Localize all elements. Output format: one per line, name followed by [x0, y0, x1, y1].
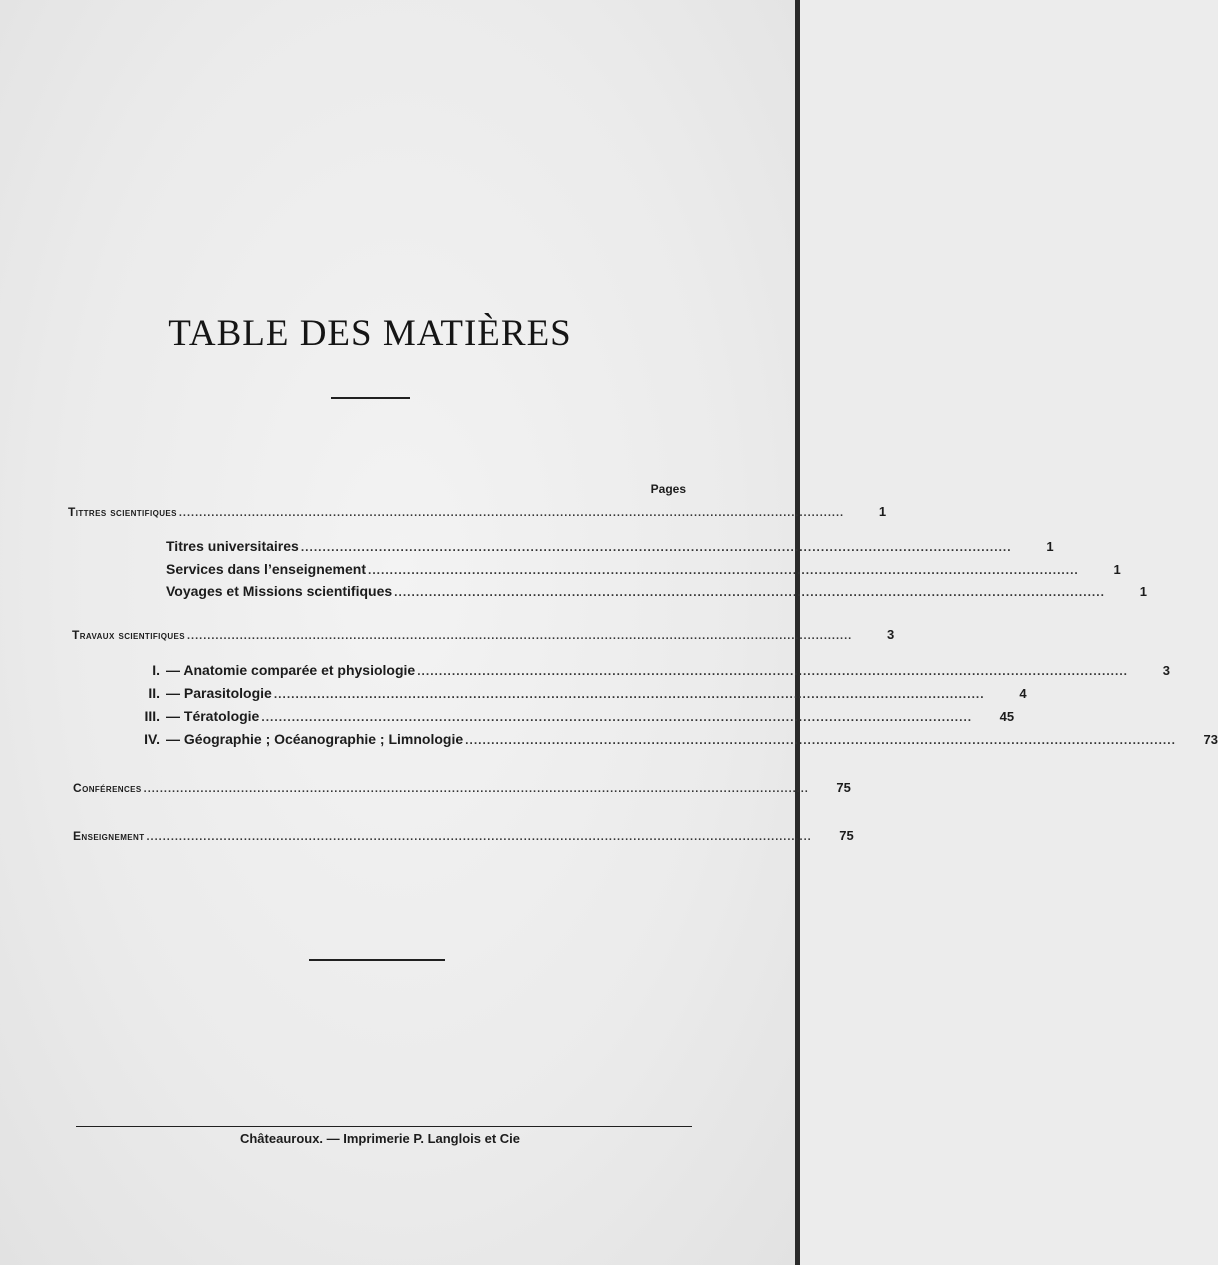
toc-page-number: 75 — [839, 828, 854, 843]
toc-section-titres[interactable] — [68, 502, 887, 522]
toc-item[interactable] — [166, 581, 1147, 601]
toc-item[interactable] — [120, 683, 1027, 703]
dot-leader: .................................................................................................................................................................... — [178, 507, 845, 519]
roman-numeral: IV. — [144, 731, 160, 747]
toc-item-label: Voyages et Missions scientifiques — [166, 583, 393, 599]
toc-section-enseignement[interactable] — [73, 826, 854, 846]
printer-imprint: Châteauroux. — Imprimerie P. Langlois et Cie — [239, 1131, 521, 1146]
toc-page-number: 4 — [1019, 686, 1027, 701]
pages-column-heading: Pages — [650, 482, 686, 496]
dot-leader: .................................................................................................................................................................... — [300, 540, 1012, 554]
dot-leader: .................................................................................................................................................................... — [465, 733, 1176, 747]
footer-rule — [76, 1126, 692, 1127]
toc-section-label: Conférences — [73, 781, 142, 795]
roman-numeral: II. — [148, 685, 160, 701]
toc-item-label: Services dans l’enseignement — [166, 561, 366, 577]
toc-page-number: 1 — [1113, 562, 1121, 577]
toc-item-label: Titres universitaires — [166, 538, 299, 554]
dot-leader: .................................................................................................................................................................... — [417, 664, 1128, 678]
toc-page-number: 75 — [836, 780, 851, 795]
toc-item[interactable] — [166, 536, 1054, 556]
toc-item-text: — Anatomie comparée et physiologie — [166, 662, 416, 678]
page-title: TABLE DES MATIÈRES — [168, 313, 572, 354]
toc-page-number: 1 — [1046, 539, 1054, 554]
toc-page-number: 3 — [886, 627, 895, 642]
toc-page-number: 45 — [999, 709, 1015, 724]
toc-item[interactable] — [166, 559, 1121, 579]
closing-rule — [309, 959, 445, 961]
dot-leader: .................................................................................................................................................................... — [367, 563, 1079, 577]
toc-item-text: — Parasitologie — [166, 685, 272, 701]
toc-item-label — [120, 706, 259, 726]
toc-section-conferences[interactable] — [73, 778, 851, 798]
dot-leader: .................................................................................................................................................................... — [143, 783, 809, 795]
roman-numeral: III. — [144, 708, 160, 724]
toc-page-number: 3 — [1162, 663, 1170, 678]
toc-page-number: 1 — [1139, 584, 1147, 599]
toc-item[interactable] — [120, 729, 1218, 749]
toc-page-number: 73 — [1203, 732, 1218, 747]
toc-item[interactable] — [120, 660, 1170, 680]
toc-page-number: 1 — [878, 504, 887, 519]
dot-leader: .................................................................................................................................................................... — [146, 831, 812, 843]
toc-section-label: Enseignement — [73, 829, 145, 843]
toc-section-label: Travaux scientifiques — [72, 628, 185, 642]
toc-item[interactable] — [120, 706, 1015, 726]
toc-item-label — [120, 683, 272, 703]
roman-numeral: I. — [152, 662, 160, 678]
title-rule — [331, 397, 410, 399]
toc-section-label: Tittres scientifiques — [68, 505, 177, 519]
toc-item-label — [120, 660, 415, 680]
dot-leader: .................................................................................................................................................................... — [261, 710, 973, 724]
toc-section-travaux[interactable] — [72, 625, 895, 645]
toc-item-label — [120, 729, 463, 749]
dot-leader: .................................................................................................................................................................... — [187, 630, 853, 642]
toc-item-text: — Géographie ; Océanographie ; Limnologie — [166, 731, 464, 747]
toc-item-text: — Tératologie — [166, 708, 260, 724]
dot-leader: .................................................................................................................................................................... — [394, 585, 1105, 599]
dot-leader: .................................................................................................................................................................... — [273, 687, 985, 701]
